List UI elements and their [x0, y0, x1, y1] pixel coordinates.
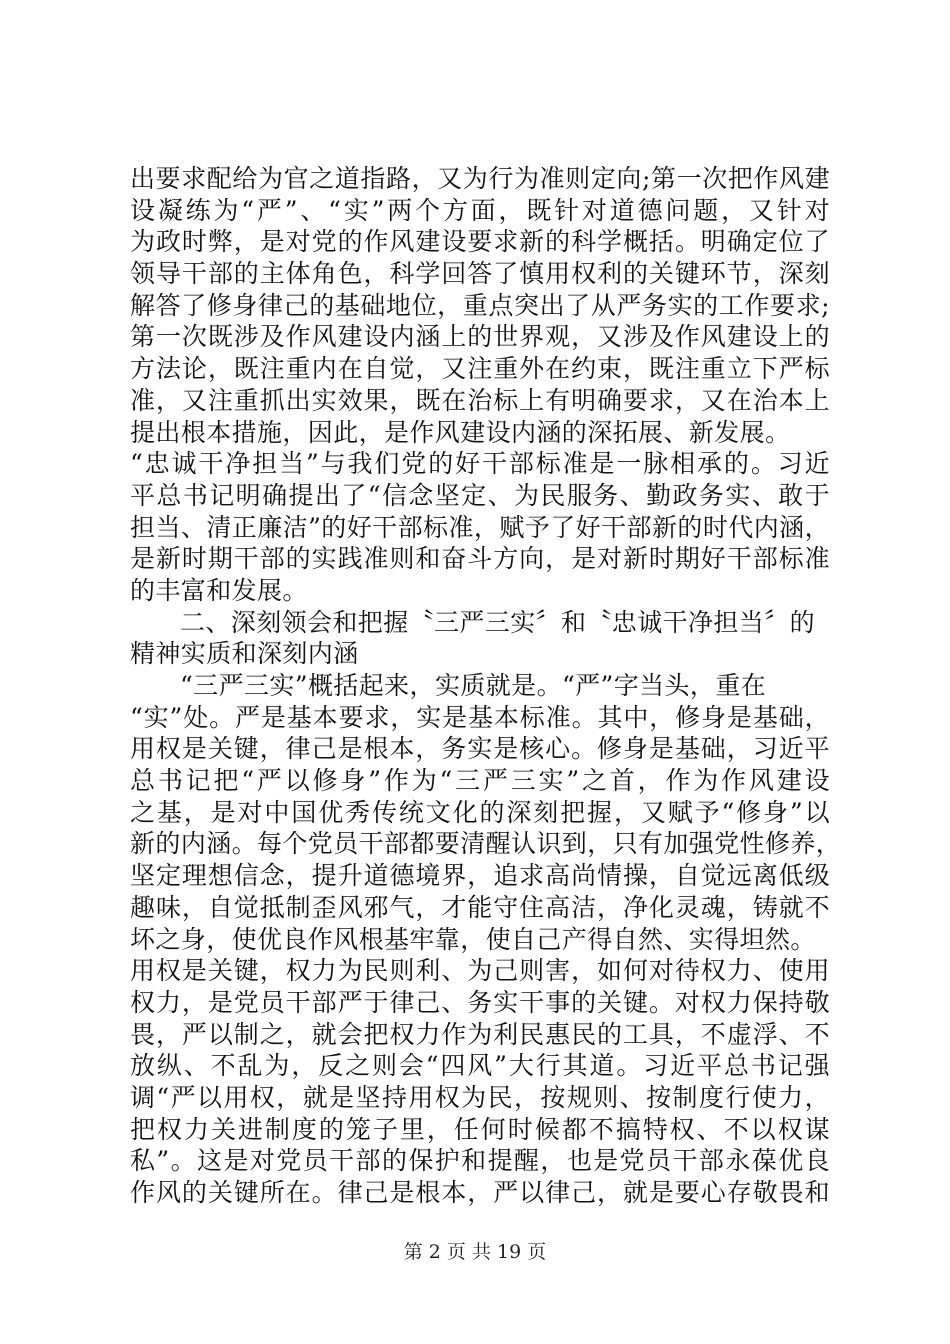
section-heading-line: 精神实质和深刻内涵 [130, 639, 359, 669]
section-heading-line: 二、深刻领会和把握〝三严三实〞和〝忠诚干净担当〞的 [180, 607, 816, 637]
text-line: 准，又注重抓出实效果，既在治标上有明确要求，又在治本上 [130, 385, 830, 415]
text-line: “实”处。严是基本要求，实是基本标准。其中，修身是基础， [130, 702, 830, 732]
text-line: 调“严以用权，就是坚持用权为民，按规则、按制度行使力， [130, 1082, 830, 1112]
text-line: 为政时弊，是对党的作风建设要求新的科学概括。明确定位了 [130, 227, 830, 257]
text-line: 把权力关进制度的笼子里，任何时候都不搞特权、不以权谋 [130, 1114, 830, 1144]
text-line: 趣味，自觉抵制歪风邪气，才能守住高洁，净化灵魂，铸就不 [130, 892, 830, 922]
text-line: 提出根本措施，因此，是作风建设内涵的深拓展、新发展。 [130, 417, 791, 447]
text-line: “忠诚干净担当”与我们党的好干部标准是一脉相承的。习近 [130, 449, 830, 479]
document-body [130, 163, 842, 1209]
text-line: 之基，是对中国优秀传统文化的深刻把握，又赋予“修身”以 [130, 797, 830, 827]
page-number-label: 第 2 页 共 19 页 [403, 1241, 547, 1263]
text-line: 新的内涵。每个党员干部都要清醒认识到，只有加强党性修养， [130, 829, 842, 859]
text-line: 用权是关键，权力为民则利、为己则害，如何对待权力、使用 [130, 956, 830, 986]
text-line: “三严三实”概括起来，实质就是。“严”字当头，重在 [180, 671, 767, 700]
page-footer [0, 1240, 950, 1264]
text-line: 方法论，既注重内在自觉，又注重外在约束，既注重立下严标 [130, 354, 830, 384]
text-line: 坚定理想信念，提升道德境界，追求高尚情操，自觉远离低级 [130, 861, 830, 891]
text-line: 平总书记明确提出了“信念坚定、为民服务、勤政务实、敢于 [130, 480, 830, 510]
text-line: 是新时期干部的实践准则和奋斗方向，是对新时期好干部标准 [130, 544, 830, 574]
text-line: 设凝练为“严”、“实”两个方面，既针对道德问题，又针对 [130, 195, 830, 225]
text-line: 解答了修身律己的基础地位，重点突出了从严务实的工作要求; [130, 290, 830, 320]
text-line: 用权是关键，律己是根本，务实是核心。修身是基础，习近平 [130, 734, 830, 764]
text-line: 总书记把“严以修身”作为“三严三实”之首，作为作风建设 [130, 766, 830, 796]
text-line: 私”。这是对党员干部的保护和提醒，也是党员干部永葆优良 [130, 1146, 830, 1176]
text-line: 放纵、不乱为，反之则会“四风”大行其道。习近平总书记强 [130, 1051, 830, 1081]
text-line: 作风的关键所在。律己是根本，严以律己，就是要心存敬畏和 [130, 1178, 830, 1207]
text-line: 的丰富和发展。 [130, 575, 308, 605]
text-line: 出要求配给为官之道指路，又为行为准则定向;第一次把作风建 [130, 164, 830, 193]
text-line: 权力，是党员干部严于律己、务实干事的关键。对权力保持敬 [130, 987, 830, 1017]
text-line: 畏，严以制之，就会把权力作为利民惠民的工具，不虚浮、不 [130, 1019, 830, 1049]
text-line: 担当、清正廉洁”的好干部标准，赋予了好干部新的时代内涵， [130, 512, 830, 542]
text-line: 坏之身，使优良作风根基牢靠，使自己产得自然、实得坦然。 [130, 924, 816, 954]
text-line: 第一次既涉及作风建设内涵上的世界观，又涉及作风建设上的 [130, 322, 830, 352]
text-line: 领导干部的主体角色，科学回答了慎用权利的关键环节，深刻 [130, 259, 830, 289]
